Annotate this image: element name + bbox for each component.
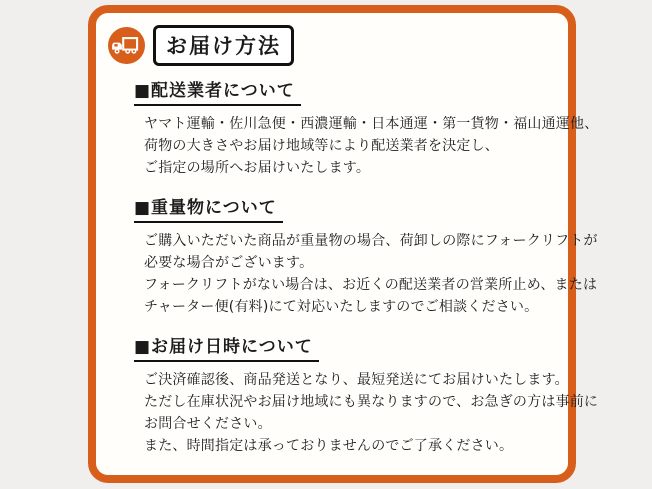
body-line: 荷物の大きさやお届け地域等により配送業者を決定し、: [144, 138, 499, 154]
section-heading: ■重量物について: [134, 193, 283, 223]
delivery-info-card: [88, 5, 599, 483]
page-title: お届け方法: [153, 25, 294, 66]
section-carriers: [134, 76, 599, 179]
body-line: お問合せください。: [144, 416, 272, 432]
section-delivery-datetime: [134, 332, 599, 457]
body-line: チャーター便(有料)にて対応いたしますのでご相談ください。: [144, 299, 539, 315]
body-line: また、時間指定は承っておりませんのでご了承ください。: [144, 438, 514, 454]
section-heavy-items: [134, 193, 598, 318]
body-line: ただし在庫状況やお届け地域にも異なりますので、お急ぎの方は事前に: [144, 394, 599, 410]
body-line: ご決済確認後、商品発送となり、最短発送にてお届けいたします。: [144, 372, 569, 388]
truck-icon: [108, 27, 145, 64]
body-line: ヤマト運輸・佐川急便・西濃運輸・日本通運・第一貨物・福山通運他、: [144, 116, 599, 132]
section-body: [144, 369, 599, 457]
section-body: [144, 230, 598, 318]
body-line: 必要な場合がございます。: [144, 255, 314, 271]
section-body: [144, 113, 599, 179]
card-header: [108, 25, 568, 66]
section-heading: ■配送業者について: [134, 76, 301, 106]
body-line: ご購入いただいた商品が重量物の場合、荷卸しの際にフォークリフトが: [144, 233, 598, 249]
body-line: フォークリフトがない場合は、お近くの配送業者の営業所止め、または: [144, 277, 598, 293]
section-heading: ■お届け日時について: [134, 332, 319, 362]
body-line: ご指定の場所へお届けいたします。: [144, 160, 371, 176]
